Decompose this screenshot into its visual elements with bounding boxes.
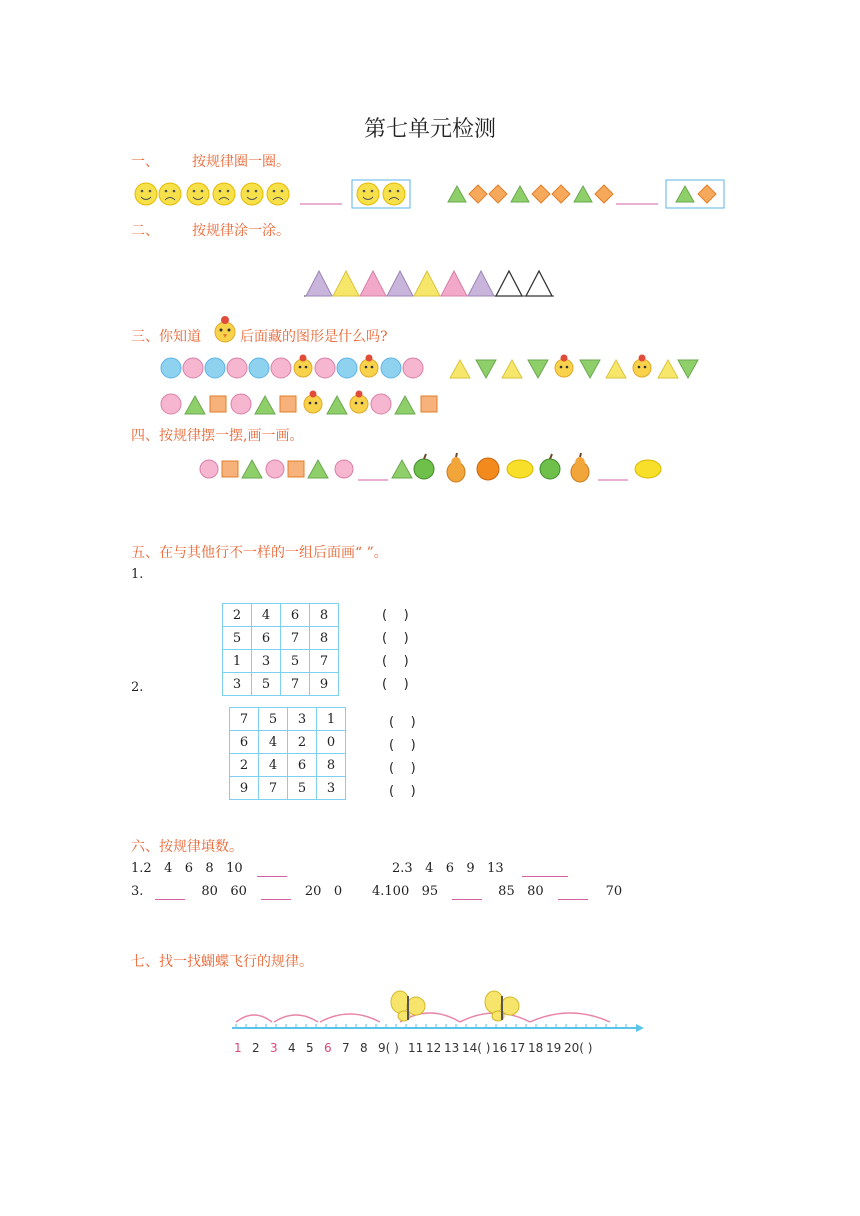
grid-cell: 2 [223,604,252,627]
triangle-icon [468,271,494,296]
grid-cell: 5 [252,673,281,696]
triangle-icon [450,360,470,378]
number-line-labels [234,1041,592,1055]
diamond-icon [595,185,613,203]
triangle-icon [511,186,529,202]
section-1-number: 一、 [131,154,159,170]
circle-icon [227,358,247,378]
grid-cell: 5 [281,650,310,673]
circle-icon [315,358,335,378]
answer-blank[interactable] [558,884,588,900]
chick-icon [350,391,368,414]
circle-icon [249,358,269,378]
answer-parentheses[interactable]: ( ) [382,631,409,646]
inverted-triangle-icon [580,360,600,378]
answer-parentheses[interactable]: ( ) [382,677,409,692]
grid-cell: 1 [223,650,252,673]
answer-blank[interactable] [522,861,568,877]
grid-cell: 6 [230,731,259,754]
number-line-label: 5 [306,1041,314,1055]
triangle-icon [360,271,386,296]
pear-icon [571,453,589,482]
fill-question-4 [372,884,622,900]
inverted-triangle-icon [528,360,548,378]
happy-face-icon [357,183,379,205]
grid-row [223,627,339,650]
section-7-instruction: 七、找一找蝴蝶飞行的规律。 [131,954,313,970]
triangle-icon [676,186,694,202]
grid-cell: 9 [310,673,339,696]
chick-icon [294,355,312,378]
grid-cell: 4 [259,731,288,754]
grid-cell: 3 [288,708,317,731]
number-line-label: 19 [546,1041,562,1055]
triangle-icon [502,360,522,378]
circle-icon [161,358,181,378]
arrange-shapes-row [198,452,668,486]
number-line-label: 6 [324,1041,332,1055]
answer-parentheses[interactable]: ( ) [382,608,409,623]
diamond-icon [698,185,716,203]
number-line-label: 12 [426,1041,442,1055]
grid-row [223,673,339,696]
grid-cell: 9 [230,777,259,800]
colour-triangle-row [300,266,560,300]
question-number: 3. [131,884,144,899]
grid-cell: 3 [252,650,281,673]
circle-icon [231,394,251,414]
chick-icon [633,355,651,378]
sad-face-icon [159,183,181,205]
grid-cell: 7 [230,708,259,731]
chick-icon [304,391,322,414]
fill-question-2 [392,861,568,877]
triangle-diamond-row [448,185,613,203]
section-5-instruction: 五、在与其他行不一样的一组后面画“ ”。 [131,545,388,561]
pear-icon [447,453,465,482]
triangle-icon [448,186,466,202]
circle-icon [271,358,291,378]
number-line-label: 1 [234,1041,242,1055]
number-line-label: 9( ) [378,1041,399,1055]
question-5-1-label: 1. [131,567,144,582]
chick-icon [360,355,378,378]
grid-cell: 6 [252,627,281,650]
jump-arc [274,1015,318,1022]
chick-icon [212,314,238,344]
answer-parentheses[interactable]: ( ) [389,715,416,730]
answer-parentheses[interactable]: ( ) [389,784,416,799]
triangle-icon [306,271,332,296]
question-number: 2. [392,861,405,876]
section-3-question: 后面藏的图形是什么吗? [240,329,388,345]
chick-icon [555,355,573,378]
triangle-icon [392,460,412,478]
grid-cell: 7 [310,650,339,673]
number-line-label: 4 [288,1041,296,1055]
circle-icon [200,460,218,478]
section-1-patterns [128,176,738,212]
jump-arc [236,1015,272,1022]
mixed-shape-row [161,391,437,415]
circle-row [161,355,423,379]
grid-cell: 7 [281,673,310,696]
grid-row [230,754,346,777]
lemon-icon [507,460,533,478]
number-sequence: 100 95 [384,884,439,899]
square-icon [222,461,238,477]
triangle-icon [333,271,359,296]
jump-arc [530,1013,610,1022]
triangle-icon [387,271,413,296]
number-sequence: 20 0 [304,884,343,899]
diamond-icon [532,185,550,203]
answer-blank[interactable] [452,884,482,900]
grid-row [230,708,346,731]
axis-arrow-icon [636,1024,644,1032]
number-grid-1 [222,603,339,696]
number-sequence: 80 60 [201,884,247,899]
butterfly-icon [485,991,519,1021]
circle-icon [381,358,401,378]
diamond-icon [469,185,487,203]
triangle-icon [308,460,328,478]
grid-cell: 8 [317,754,346,777]
number-line-label: 3 [270,1041,278,1055]
triangle-icon [441,271,467,296]
section-2-instruction: 按规律涂一涂。 [192,223,290,239]
triangle-icon [255,396,275,414]
grid-row [223,604,339,627]
section-1-instruction: 按规律圈一圈。 [192,154,290,170]
empty-triangle-icon [496,271,522,296]
circle-icon [205,358,225,378]
butterfly-number-line [220,988,650,1060]
number-line-label: 17 [510,1041,526,1055]
grid-cell: 4 [252,604,281,627]
question-number: 1. [131,861,144,876]
inverted-triangle-icon [476,360,496,378]
fill-question-3 [131,884,342,900]
grid-cell: 1 [317,708,346,731]
number-line-label: 20( ) [564,1041,593,1055]
empty-triangle-icon [526,271,552,296]
circle-icon [266,460,284,478]
number-sequence: 2 4 6 8 10 [143,861,243,876]
grid-cell: 8 [310,604,339,627]
answer-blank[interactable] [257,861,287,877]
answer-blank[interactable] [155,884,185,900]
grid-cell: 5 [288,777,317,800]
number-line-label: 16 [492,1041,508,1055]
section-6-instruction: 六、按规律填数。 [131,839,243,855]
square-icon [210,396,226,412]
triangle-icon [327,396,347,414]
circle-icon [161,394,181,414]
number-sequence: 3 4 6 9 13 [404,861,504,876]
number-line-label: 13 [444,1041,460,1055]
grid-cell: 6 [288,754,317,777]
triangle-icon [395,396,415,414]
grid-cell: 0 [317,731,346,754]
grid-cell: 2 [230,754,259,777]
number-line-label: 7 [342,1041,350,1055]
orange-icon [477,458,499,480]
answer-parentheses[interactable]: ( ) [389,761,416,776]
inverted-triangle-icon [678,360,698,378]
triangle-icon [242,460,262,478]
apple-icon [414,454,434,479]
jump-arcs [236,1013,610,1022]
triangle-row [450,355,698,379]
number-grid-2 [229,707,346,800]
hidden-shapes-rows [160,352,700,418]
smiley-row [135,183,289,205]
butterfly-icon [391,991,425,1021]
grid-cell: 7 [281,627,310,650]
circle-icon [335,460,353,478]
number-line-label: 8 [360,1041,368,1055]
happy-face-icon [241,183,263,205]
number-line-label: 2 [252,1041,260,1055]
happy-face-icon [187,183,209,205]
grid-row [223,650,339,673]
triangle-icon [658,360,678,378]
grid-cell: 7 [259,777,288,800]
triangle-icon [185,396,205,414]
circle-icon [183,358,203,378]
question-number: 4. [372,884,385,899]
answer-parentheses[interactable]: ( ) [389,738,416,753]
number-sequence: 70 [605,884,623,899]
question-5-2-label: 2. [131,680,144,695]
circle-icon [337,358,357,378]
section-4-instruction: 四、按规律摆一摆,画一画。 [131,428,304,444]
grid-cell: 2 [288,731,317,754]
square-icon [280,396,296,412]
jump-arc [320,1014,380,1022]
happy-face-icon [135,183,157,205]
section-2-number: 二、 [131,223,159,239]
square-icon [421,396,437,412]
triangle-icon [606,360,626,378]
grid-cell: 3 [317,777,346,800]
answer-parentheses[interactable]: ( ) [382,654,409,669]
number-line-label: 11 [408,1041,424,1055]
grid-cell: 3 [223,673,252,696]
apple-icon [540,454,560,479]
grid-cell: 5 [259,708,288,731]
grid-row [230,777,346,800]
number-sequence: 85 80 [498,884,544,899]
section-3-intro: 三、你知道 [131,329,201,345]
diamond-icon [552,185,570,203]
number-line-label: 18 [528,1041,544,1055]
sad-face-icon [383,183,405,205]
square-icon [288,461,304,477]
answer-blank[interactable] [261,884,291,900]
diamond-icon [489,185,507,203]
circle-icon [403,358,423,378]
grid-cell: 4 [259,754,288,777]
triangle-icon [574,186,592,202]
number-line-label: 14( ) [462,1041,491,1055]
sad-face-icon [267,183,289,205]
lemon-icon [635,460,661,478]
grid-row [230,731,346,754]
triangle-icon [414,271,440,296]
circle-icon [371,394,391,414]
grid-cell: 8 [310,627,339,650]
fill-question-1 [131,861,287,877]
grid-cell: 5 [223,627,252,650]
grid-cell: 6 [281,604,310,627]
page-title: 第七单元检测 [363,117,496,142]
sad-face-icon [213,183,235,205]
